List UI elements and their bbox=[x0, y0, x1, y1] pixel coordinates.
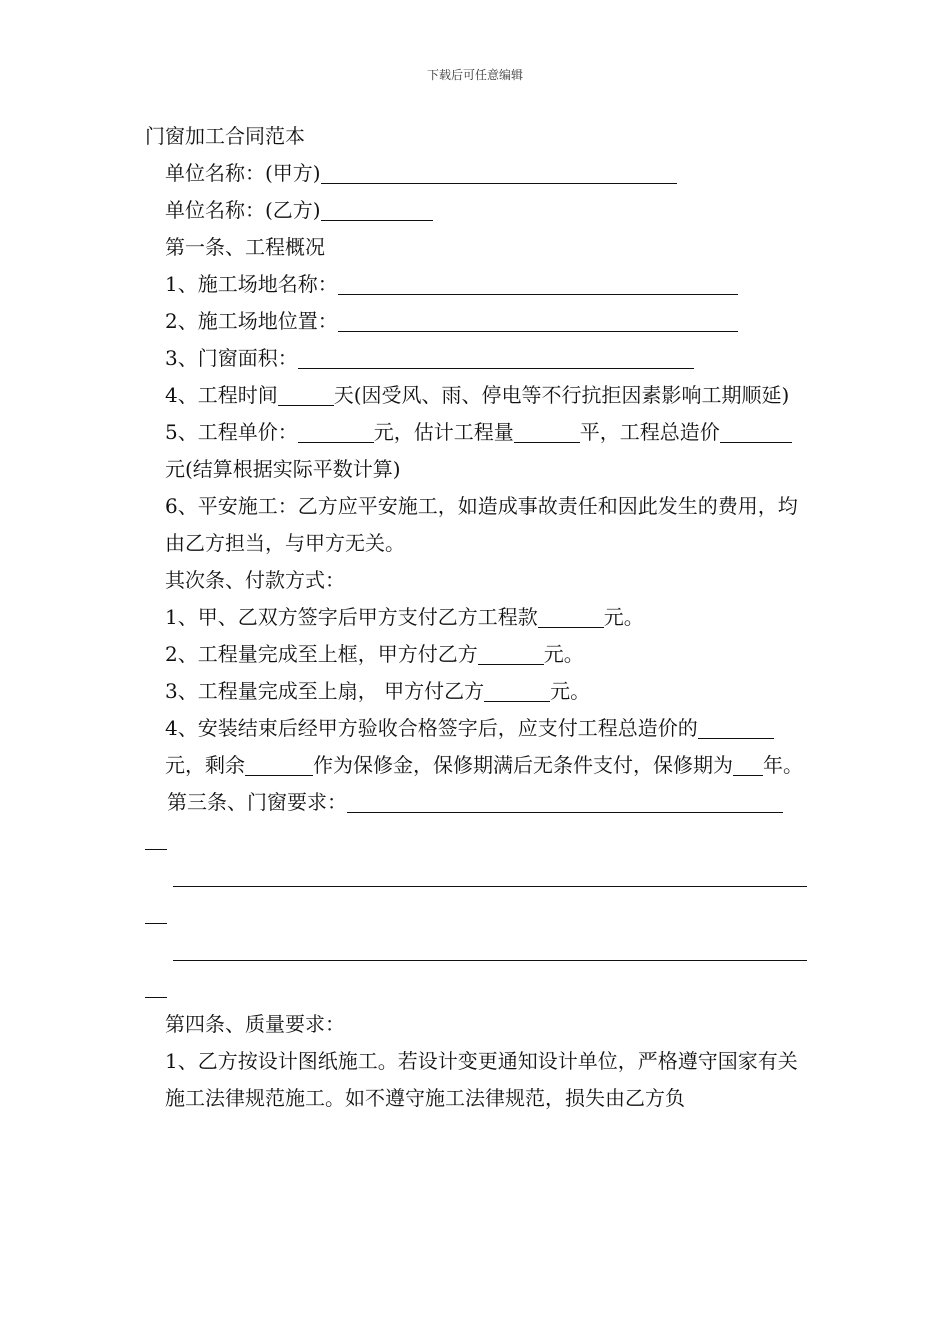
article-3-heading: 第三条、门窗要求： bbox=[167, 790, 347, 814]
article-2-item-4 bbox=[145, 710, 807, 784]
article-4-heading: 第四条、质量要求： bbox=[165, 1012, 345, 1036]
document-title: 门窗加工合同范本 bbox=[145, 124, 305, 148]
unit-price-blank bbox=[298, 420, 374, 443]
requirements-blank-tail bbox=[145, 975, 167, 998]
party-b-line bbox=[145, 192, 807, 229]
payment-3-unit: 元。 bbox=[550, 679, 591, 703]
warranty-unit: 年。 bbox=[763, 753, 803, 777]
site-name-blank bbox=[338, 272, 738, 295]
total-cost-note: 元(结算根据实际平数计算) bbox=[165, 457, 401, 481]
payment-1-blank bbox=[538, 605, 604, 628]
contract-document bbox=[145, 118, 807, 1117]
unit-price-label: 5、工程单价： bbox=[165, 420, 298, 444]
payment-1-unit: 元。 bbox=[603, 605, 644, 629]
article-1-item-5 bbox=[145, 414, 807, 488]
article-1-heading: 第一条、工程概况 bbox=[165, 235, 325, 259]
article-3-blank-tail-1 bbox=[145, 821, 807, 858]
article-1-item-1 bbox=[145, 266, 807, 303]
quantity-label: 元，估计工程量 bbox=[373, 420, 514, 444]
warranty-text: 作为保修金，保修期满后无条件支付，保修期为 bbox=[313, 753, 733, 777]
party-a-line bbox=[145, 155, 807, 192]
page-header-note: 下载后可任意编辑 bbox=[426, 68, 523, 82]
payment-4-blank bbox=[698, 716, 774, 739]
article-3-blank-line-3 bbox=[145, 932, 807, 969]
warranty-years-blank bbox=[733, 753, 763, 776]
article-1-item-2 bbox=[145, 303, 807, 340]
site-location-blank bbox=[338, 309, 738, 332]
article-1-item-6: 6、平安施工：乙方应平安施工，如造成事故责任和因此发生的费用，均由乙方担当，与甲方无关。 bbox=[165, 494, 798, 555]
quantity-blank bbox=[514, 420, 580, 443]
payment-3-blank bbox=[484, 679, 550, 702]
total-cost-blank bbox=[720, 420, 792, 443]
article-3-blank-tail-3 bbox=[145, 969, 807, 1006]
payment-4-label: 4、安装结束后经甲方验收合格签字后，应支付工程总造价的 bbox=[165, 716, 698, 740]
requirements-blank-3 bbox=[173, 938, 807, 961]
window-area-label: 3、门窗面积： bbox=[165, 346, 298, 370]
site-name-label: 1、施工场地名称： bbox=[165, 272, 338, 296]
article-3-blank-tail-2 bbox=[145, 895, 807, 932]
article-2-item-2 bbox=[145, 636, 807, 673]
window-requirements-blank bbox=[347, 790, 783, 813]
article-2-item-3 bbox=[145, 673, 807, 710]
requirements-blank-tail bbox=[145, 901, 167, 924]
duration-text: 天(因受风、雨、停电等不行抗拒因素影响工期顺延) bbox=[333, 383, 790, 407]
duration-blank bbox=[278, 383, 334, 406]
article-4-item-1: 1、乙方按设计图纸施工。若设计变更通知设计单位，严格遵守国家有关施工法律规范施工。如不遵守施工法律规范，损失由乙方负 bbox=[165, 1049, 798, 1110]
party-a-label: 单位名称：(甲方) bbox=[165, 161, 321, 185]
article-2-heading: 其次条、付款方式： bbox=[165, 568, 345, 592]
article-1-item-3 bbox=[145, 340, 807, 377]
site-location-label: 2、施工场地位置： bbox=[165, 309, 338, 333]
payment-2-label: 2、工程量完成至上框，甲方付乙方 bbox=[165, 642, 478, 666]
article-1-item-4 bbox=[145, 377, 807, 414]
article-3-line bbox=[145, 784, 807, 821]
party-a-blank bbox=[321, 161, 677, 184]
party-b-blank bbox=[321, 198, 433, 221]
article-2-item-1 bbox=[145, 599, 807, 636]
remainder-label: 元，剩余 bbox=[165, 753, 245, 777]
payment-2-blank bbox=[478, 642, 544, 665]
requirements-blank-2 bbox=[173, 864, 807, 887]
window-area-blank bbox=[298, 346, 694, 369]
payment-1-label: 1、甲、乙双方签字后甲方支付乙方工程款 bbox=[165, 605, 538, 629]
payment-3-label: 3、工程量完成至上扇， 甲方付乙方 bbox=[165, 679, 485, 703]
article-3-blank-line-2 bbox=[145, 858, 807, 895]
total-cost-label: 平，工程总造价 bbox=[579, 420, 720, 444]
requirements-blank-tail bbox=[145, 827, 167, 850]
payment-2-unit: 元。 bbox=[543, 642, 584, 666]
party-b-label: 单位名称：(乙方) bbox=[165, 198, 321, 222]
duration-label: 4、工程时间 bbox=[165, 383, 278, 407]
retention-blank bbox=[245, 753, 313, 776]
